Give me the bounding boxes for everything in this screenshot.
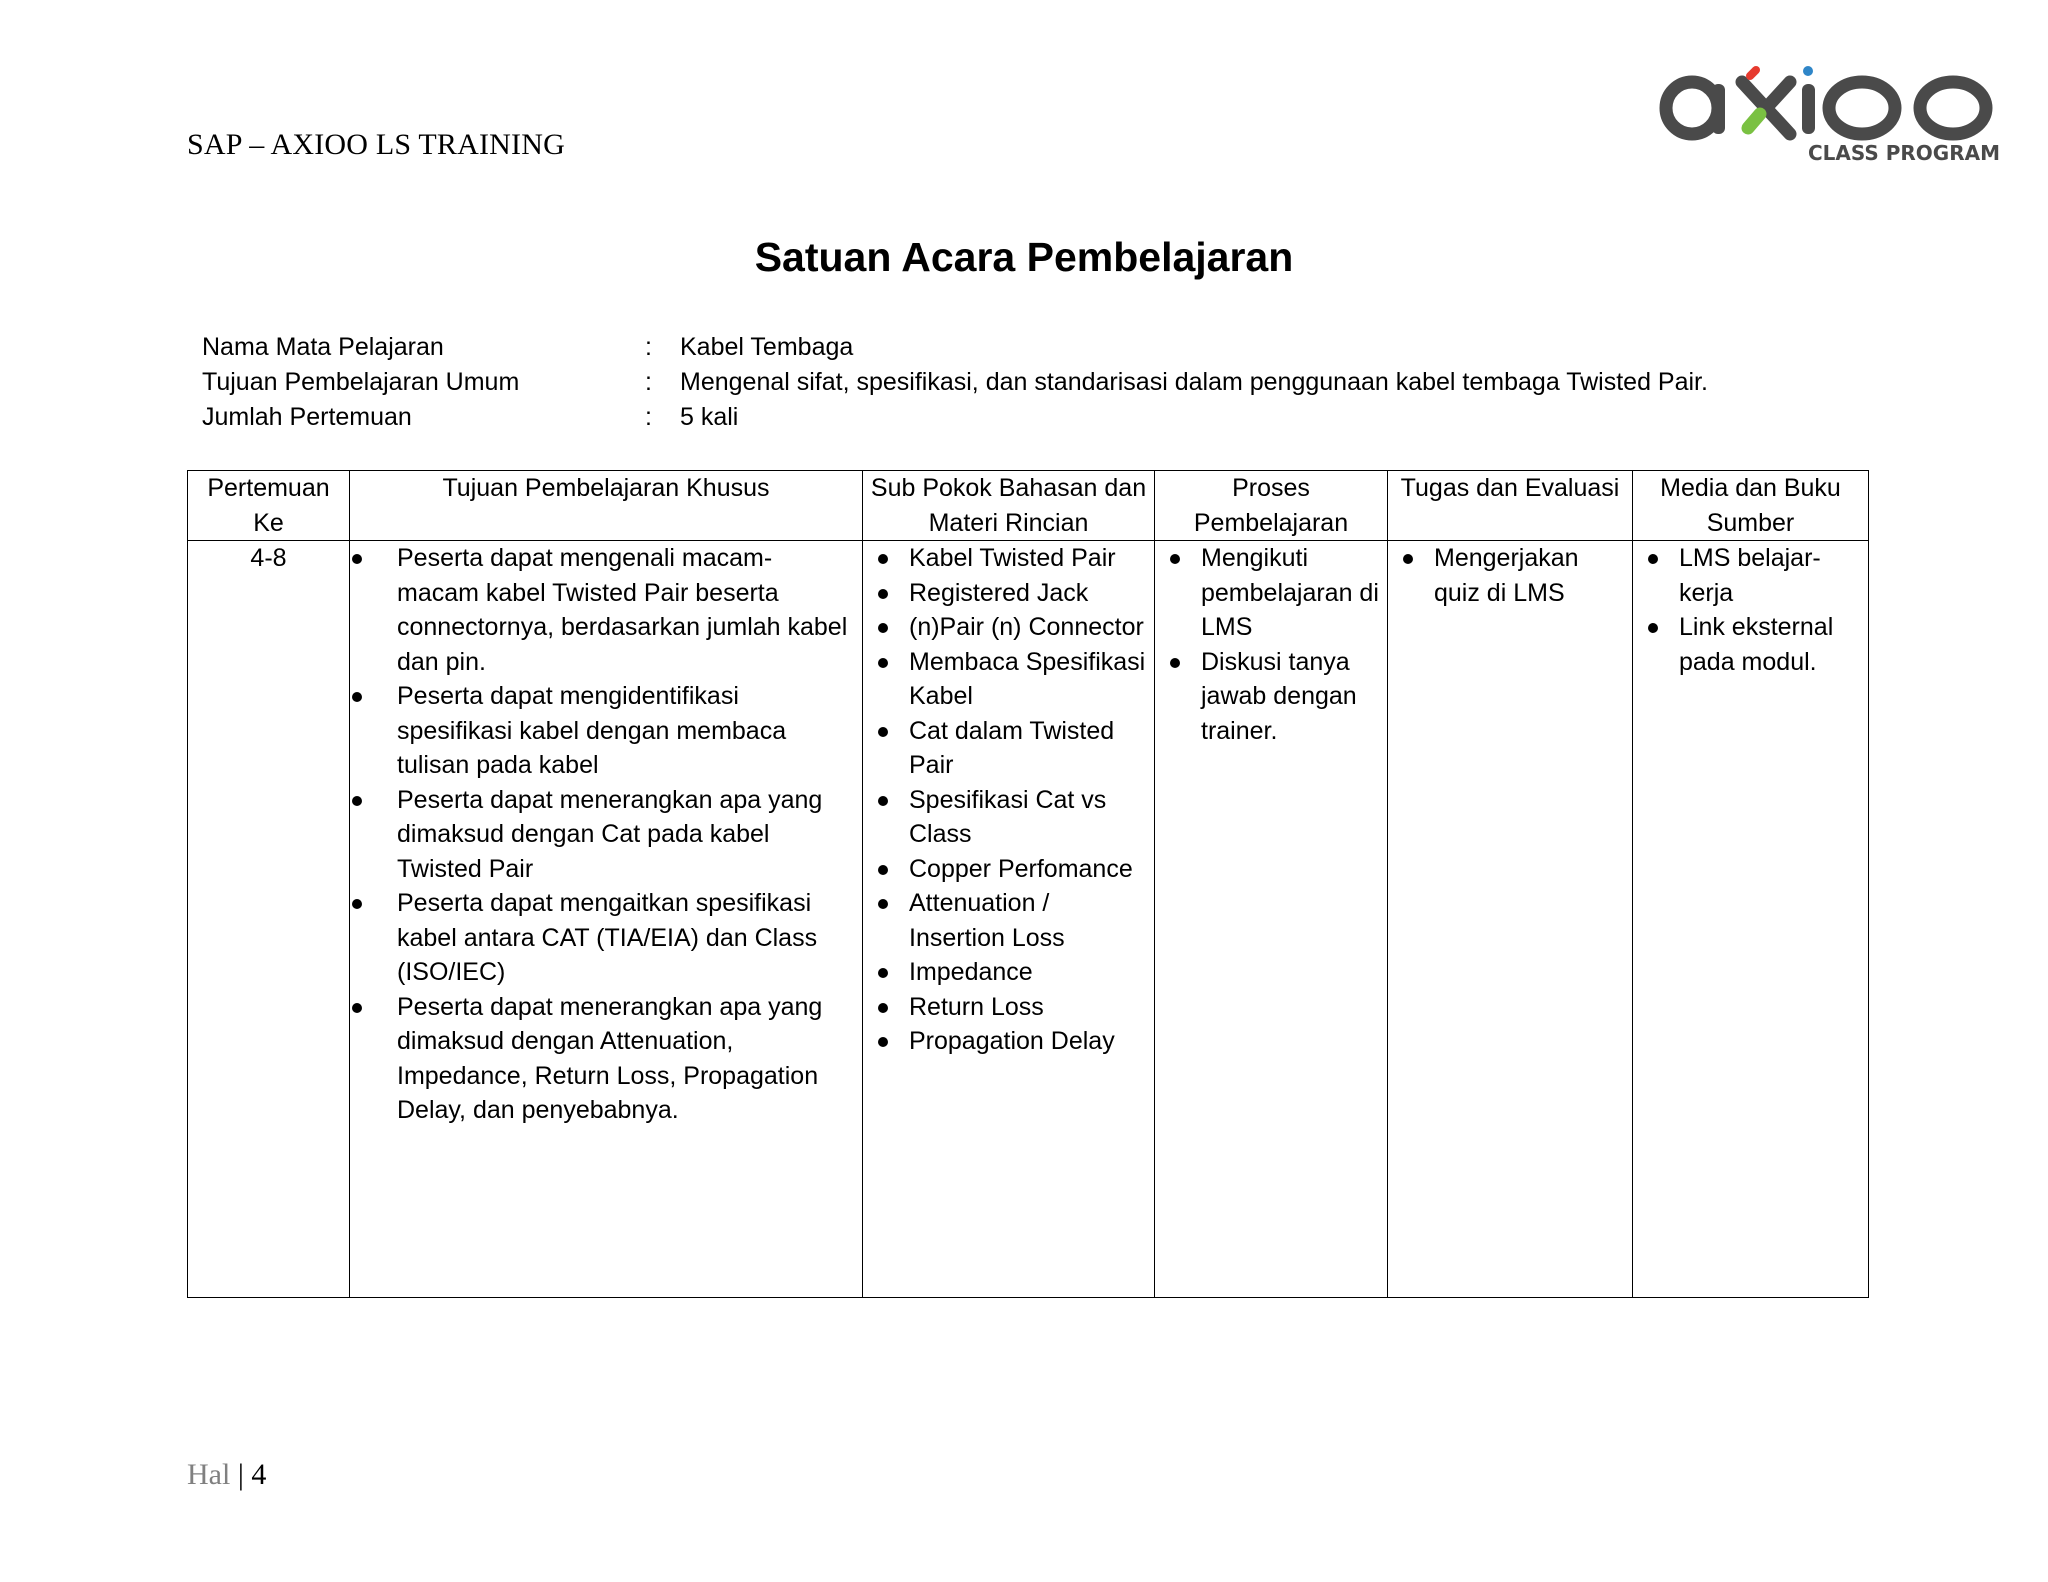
info-value: Kabel Tembaga xyxy=(680,333,854,361)
cell-media xyxy=(1633,541,1869,1298)
footer-label: Hal xyxy=(187,1458,231,1491)
footer-separator: | xyxy=(237,1458,244,1491)
header-tugas: Tugas dan Evaluasi xyxy=(1388,471,1633,541)
info-value: 5 kali xyxy=(680,403,739,431)
list-item: Link eksternal pada modul. xyxy=(1633,610,1868,679)
document-header: SAP – AXIOO LS TRAINING xyxy=(187,128,565,161)
sap-table xyxy=(187,470,1869,1298)
info-colon: : xyxy=(645,333,652,361)
page-number: 4 xyxy=(251,1458,267,1491)
list-item: Peserta dapat mengenali macam-macam kabel Twisted Pair beserta connectornya, berdasarkan jumlah kabel dan pin. xyxy=(350,541,862,679)
table-row xyxy=(188,541,1869,1298)
list-item: Mengerjakan quiz di LMS xyxy=(1388,541,1632,610)
cell-sub-pokok xyxy=(863,541,1155,1298)
info-colon: : xyxy=(645,403,652,431)
axioo-logo xyxy=(1650,66,2000,166)
list-item: Impedance xyxy=(863,955,1154,990)
header-sub-pokok: Sub Pokok Bahasan dan Materi Rincian xyxy=(863,471,1155,541)
logo-tagline: CLASS PROGRAM xyxy=(1807,141,2000,165)
list-item: LMS belajar-kerja xyxy=(1633,541,1868,610)
header-tujuan-khusus: Tujuan Pembelajaran Khusus xyxy=(350,471,863,541)
list-item: Peserta dapat menerangkan apa yang dimaksud dengan Attenuation, Impedance, Return Loss, Propagation Delay, dan penyebabnya. xyxy=(350,990,862,1128)
list-item: (n)Pair (n) Connector xyxy=(863,610,1154,645)
info-label: Nama Mata Pelajaran xyxy=(202,333,444,361)
header-pertemuan: Pertemuan Ke xyxy=(188,471,350,541)
list-item: Spesifikasi Cat vs Class xyxy=(863,783,1154,852)
cell-proses xyxy=(1155,541,1388,1298)
info-label: Jumlah Pertemuan xyxy=(202,403,412,431)
page-title: Satuan Acara Pembelajaran xyxy=(754,234,1294,280)
cell-tugas xyxy=(1388,541,1633,1298)
header-proses: Proses Pembelajaran xyxy=(1155,471,1388,541)
list-item: Attenuation / Insertion Loss xyxy=(863,886,1154,955)
list-item: Membaca Spesifikasi Kabel xyxy=(863,645,1154,714)
cell-tujuan-khusus xyxy=(350,541,863,1298)
info-label: Tujuan Pembelajaran Umum xyxy=(202,368,520,396)
cell-pertemuan: 4-8 xyxy=(188,541,350,1298)
info-value: Mengenal sifat, spesifikasi, dan standarisasi dalam penggunaan kabel tembaga Twisted Pair. xyxy=(680,368,1708,396)
list-item: Peserta dapat mengaitkan spesifikasi kabel antara CAT (TIA/EIA) dan Class (ISO/IEC) xyxy=(350,886,862,990)
list-item: Propagation Delay xyxy=(863,1024,1154,1059)
list-item: Diskusi tanya jawab dengan trainer. xyxy=(1155,645,1387,749)
list-item: Cat dalam Twisted Pair xyxy=(863,714,1154,783)
list-item: Copper Perfomance xyxy=(863,852,1154,887)
list-item: Kabel Twisted Pair xyxy=(863,541,1154,576)
list-item: Peserta dapat mengidentifikasi spesifikasi kabel dengan membaca tulisan pada kabel xyxy=(350,679,862,783)
page-footer xyxy=(187,1458,266,1492)
list-item: Mengikuti pembelajaran di LMS xyxy=(1155,541,1387,645)
info-colon: : xyxy=(645,368,652,396)
list-item: Return Loss xyxy=(863,990,1154,1025)
list-item: Registered Jack xyxy=(863,576,1154,611)
list-item: Peserta dapat menerangkan apa yang dimaksud dengan Cat pada kabel Twisted Pair xyxy=(350,783,862,887)
table-header-row xyxy=(188,471,1869,541)
header-media: Media dan Buku Sumber xyxy=(1633,471,1869,541)
